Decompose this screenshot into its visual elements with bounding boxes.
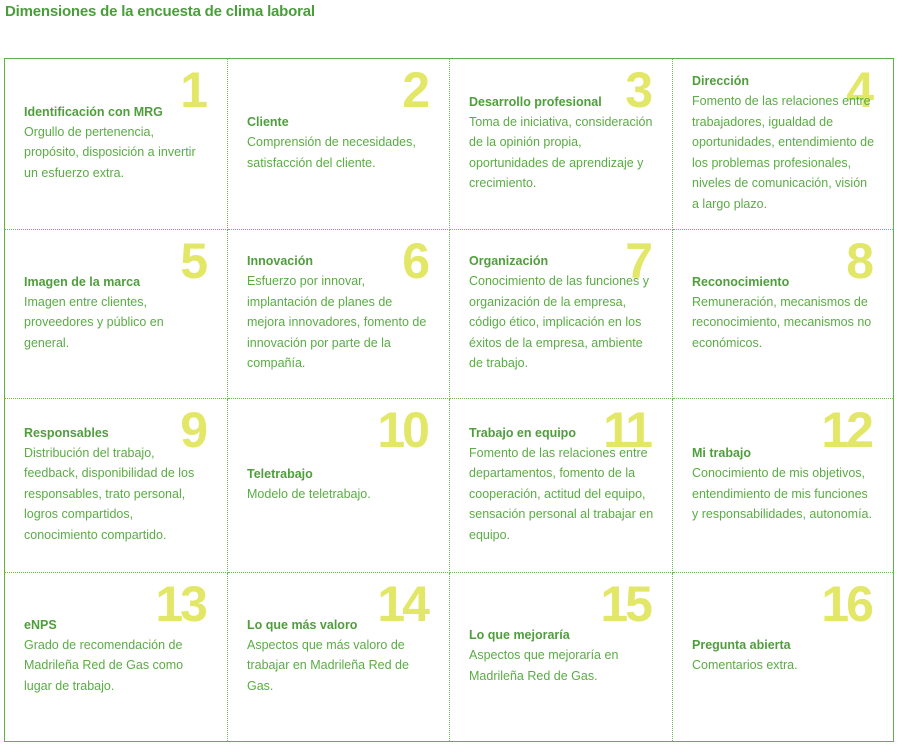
dimension-number: 12 <box>821 402 871 458</box>
dimension-number: 3 <box>625 62 650 118</box>
dimension-title: Teletrabajo <box>247 466 313 481</box>
dimension-title: Reconocimiento <box>692 274 790 289</box>
dimension-description: Aspectos que más valoro de trabajar en Madrileña Red de Gas. <box>247 637 409 693</box>
dimension-cell <box>450 230 673 399</box>
dimension-title: Mi trabajo <box>692 446 752 461</box>
dimension-number: 7 <box>625 233 650 289</box>
dimension-title: Imagen de la marca <box>24 274 141 289</box>
dimension-number: 8 <box>846 233 871 289</box>
dimension-number: 13 <box>155 576 205 632</box>
page-title: Dimensiones de la encuesta de clima laboral <box>5 3 315 20</box>
dimension-cell <box>228 59 450 230</box>
dimension-number: 16 <box>821 576 871 632</box>
dimension-cell <box>5 230 228 399</box>
dimension-number: 15 <box>600 576 650 632</box>
dimension-description: Imagen entre clientes, proveedores y público en general. <box>24 294 164 350</box>
dimension-cell <box>450 573 673 741</box>
dimension-cell <box>228 573 450 741</box>
dimension-description: Fomento de las relaciones entre trabajadores, igualdad de oportunidades, entendimiento de los problemas profesionales, niveles de comunicación, visión a largo plazo. <box>692 94 875 211</box>
dimension-title: Responsables <box>24 425 109 440</box>
dimension-number: 4 <box>846 62 871 118</box>
dimension-description: Remuneración, mecanismos de reconocimiento, mecanismos no económicos. <box>692 294 872 350</box>
dimension-number: 9 <box>180 402 205 458</box>
dimensions-grid <box>4 58 894 742</box>
dimension-cell <box>673 573 893 741</box>
dimension-title: eNPS <box>24 617 57 632</box>
dimension-number: 6 <box>402 233 427 289</box>
dimension-description: Conocimiento de las funciones y organización de la empresa, código ético, implicación en los éxitos de la empresa, ambiente de trabajo. <box>469 274 649 371</box>
dimension-description: Fomento de las relaciones entre departamentos, fomento de la cooperación, actitud del equipo, sensación personal al trabajar en equipo. <box>469 445 654 542</box>
dimension-cell <box>673 230 893 399</box>
dimension-number: 2 <box>402 62 427 118</box>
dimension-cell <box>673 399 893 573</box>
dimension-cell <box>450 59 673 230</box>
dimension-title: Dirección <box>692 74 749 88</box>
dimension-cell <box>5 59 228 230</box>
dimension-cell <box>228 399 450 573</box>
dimension-title: Organización <box>469 254 549 269</box>
dimension-description: Distribución del trabajo, feedback, disponibilidad de los responsables, trato personal, logros compartidos, conocimiento compartido. <box>24 445 195 542</box>
dimension-cell <box>228 230 450 399</box>
dimension-title: Innovación <box>247 254 313 269</box>
dimension-cell <box>450 399 673 573</box>
dimension-description: Grado de recomendación de Madrileña Red de Gas como lugar de trabajo. <box>24 637 184 693</box>
dimension-description: Comprensión de necesidades, satisfacción del cliente. <box>247 135 416 170</box>
dimension-number: 11 <box>603 402 650 458</box>
dimension-description: Esfuerzo por innovar, implantación de planes de mejora innovadores, fomento de innovación por parte de la compañía. <box>247 274 427 371</box>
dimension-cell <box>673 59 893 230</box>
dimension-title: Cliente <box>247 115 289 129</box>
dimension-description: Conocimiento de mis objetivos, entendimiento de mis funciones y responsabilidades, autonomía. <box>692 466 872 522</box>
dimension-description: Aspectos que mejoraría en Madrileña Red de Gas. <box>469 648 619 683</box>
dimension-cell <box>5 399 228 573</box>
dimension-number: 5 <box>180 233 205 289</box>
dimension-cell <box>5 573 228 741</box>
dimension-number: 1 <box>180 62 205 118</box>
dimension-title: Pregunta abierta <box>692 638 791 653</box>
dimension-title: Lo que mejoraría <box>469 628 570 642</box>
dimension-number: 14 <box>377 576 427 632</box>
dimension-description: Orgullo de pertenencia, propósito, disposición a invertir un esfuerzo extra. <box>24 124 196 180</box>
dimension-title: Trabajo en equipo <box>469 425 576 440</box>
dimension-description: Modelo de teletrabajo. <box>247 486 371 501</box>
dimension-title: Desarrollo profesional <box>469 94 602 109</box>
dimension-description: Toma de iniciativa, consideración de la opinión propia, oportunidades de aprendizaje y crecimiento. <box>469 114 653 190</box>
dimension-description: Comentarios extra. <box>692 658 798 673</box>
dimension-title: Lo que más valoro <box>247 617 358 632</box>
dimension-number: 10 <box>377 402 427 458</box>
dimension-title: Identificación con MRG <box>24 104 163 119</box>
